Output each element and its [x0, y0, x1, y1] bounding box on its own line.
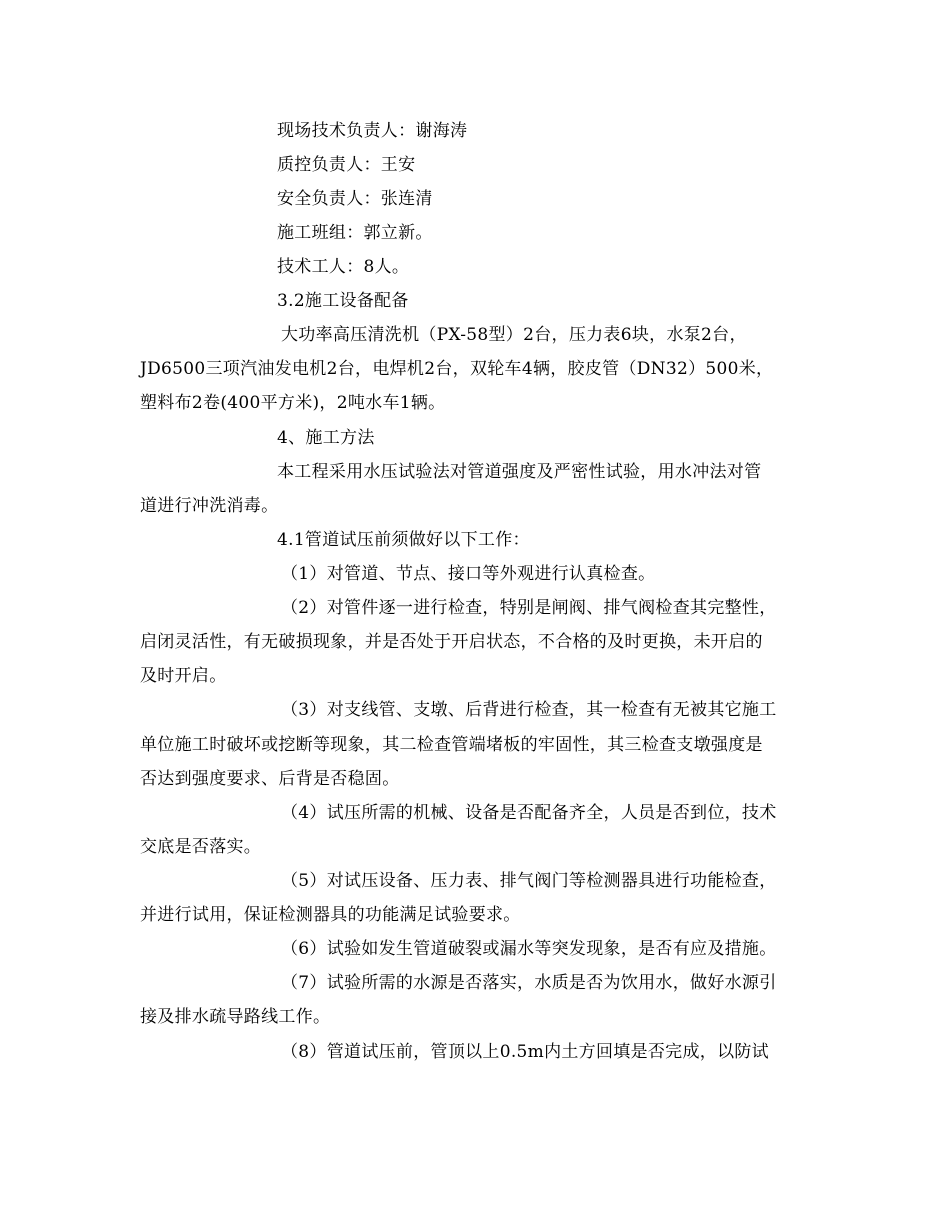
section-3-2-heading: 3.2施工设备配备 [277, 291, 409, 311]
list-item-line: （1）对管道、节点、接口等外观进行认真检查。 [281, 564, 656, 584]
list-item-line: （2）对管件逐一进行检查，特别是闸阀、排气阀检查其完整性， [281, 598, 777, 618]
safety-lead-line: 安全负责人：张连清 [277, 189, 433, 209]
list-item-line: 交底是否落实。 [140, 837, 262, 857]
list-item-line: （3）对支线管、支墩、后背进行检查，其一检查有无被其它施工 [281, 700, 777, 720]
list-item-line: （6）试验如发生管道破裂或漏水等突发现象，是否有应及措施。 [281, 939, 777, 959]
list-item-line: 否达到强度要求、后背是否稳固。 [140, 769, 400, 789]
list-item-line: 接及排水疏导路线工作。 [140, 1007, 331, 1027]
paragraph-line: 大功率高压清洗机（PX-58型）2台，压力表6块，水泵2台， [281, 325, 747, 345]
list-item-line: 并进行试用，保证检测器具的功能满足试验要求。 [140, 905, 521, 925]
paragraph-line: 塑料布2卷(400平方米)，2吨水车1辆。 [140, 393, 446, 413]
list-item-line: （5）对试压设备、压力表、排气阀门等检测器具进行功能检查， [281, 871, 777, 891]
qc-lead-line: 质控负责人：王安 [277, 155, 416, 175]
crew-line: 施工班组：郭立新。 [277, 223, 433, 243]
paragraph-line: JD6500三项汽油发电机2台，电焊机2台，双轮车4辆，胶皮管（DN32）500米， [140, 359, 774, 379]
list-item-line: 启闭灵活性，有无破损现象，并是否处于开启状态，不合格的及时更换，未开启的 [140, 632, 763, 652]
paragraph-line: 本工程采用水压试验法对管道强度及严密性试验，用水冲法对管 [277, 462, 762, 482]
list-item-line: 单位施工时破坏或挖断等现象，其二检查管端堵板的牢固性，其三检查支墩强度是 [140, 735, 763, 755]
list-item-line: （7）试验所需的水源是否落实，水质是否为饮用水，做好水源引 [281, 973, 777, 993]
paragraph-line: 道进行冲洗消毒。 [140, 496, 279, 516]
list-item-line: 及时开启。 [140, 666, 227, 686]
section-4-1-heading: 4.1管道试压前须做好以下工作： [277, 530, 530, 550]
workers-line: 技术工人：8人。 [277, 257, 410, 277]
list-item-line: （8）管道试压前，管顶以上0.5m内土方回填是否完成，以防试 [281, 1042, 769, 1062]
section-4-heading: 4、施工方法 [277, 428, 375, 448]
list-item-line: （4）试压所需的机械、设备是否配备齐全，人员是否到位，技术 [281, 803, 777, 823]
site-tech-lead-line: 现场技术负责人：谢海涛 [277, 121, 468, 141]
